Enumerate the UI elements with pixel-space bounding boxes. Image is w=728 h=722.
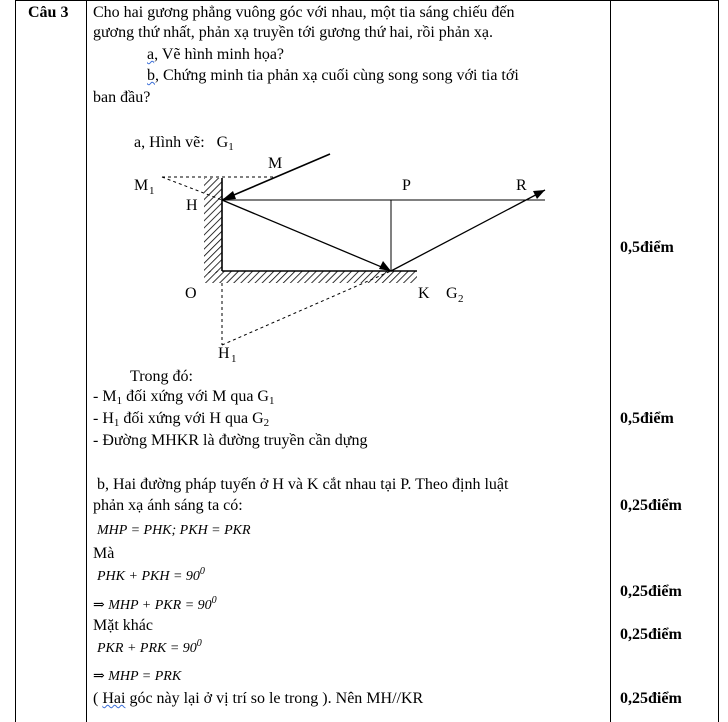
proof-equation-3-sup: 0 bbox=[211, 595, 217, 606]
score-1: 0,5điểm bbox=[620, 239, 674, 256]
ray-incident-arrow bbox=[222, 191, 236, 200]
ray-hk-arrow bbox=[379, 261, 391, 271]
mirror-g1-sub: 1 bbox=[228, 141, 234, 153]
legend-item-2-b: đối xứng với H qua G bbox=[119, 410, 264, 427]
proof-conclusion bbox=[93, 690, 423, 708]
score-4: 0,25điểm bbox=[620, 583, 682, 600]
ray-reflected-arrow bbox=[533, 190, 545, 199]
legend-item-1 bbox=[93, 388, 274, 406]
proof-equation-3 bbox=[93, 597, 217, 615]
point-r-label: R bbox=[516, 177, 527, 194]
legend-item-1-a: - M bbox=[93, 388, 117, 405]
part-b-letter: b bbox=[147, 67, 155, 84]
problem-line-1: Cho hai gương phẳng vuông góc với nhau, một tia sáng chiếu đến bbox=[93, 4, 515, 21]
mirror-g1 bbox=[204, 178, 222, 273]
legend-item-1-b: đối xứng với M qua G bbox=[122, 388, 269, 405]
point-m1-sub: 1 bbox=[149, 185, 155, 197]
proof-equation-2 bbox=[97, 568, 205, 586]
question-label: Câu 3 bbox=[28, 4, 69, 21]
part-b-text: , Chứng minh tia phản xạ cuối cùng song song với tia tới bbox=[155, 67, 519, 84]
mirror-g2-sub: 2 bbox=[458, 293, 464, 305]
legend-title: Trong đó: bbox=[130, 368, 193, 385]
score-2: 0,5điểm bbox=[620, 410, 674, 427]
proof-equation-4-text: PKR + PRK = 90 bbox=[97, 641, 197, 656]
legend-item-2-a: - H bbox=[93, 410, 114, 427]
score-5: 0,25điểm bbox=[620, 626, 682, 643]
part-a-letter: a bbox=[147, 46, 155, 63]
point-m1-label: M bbox=[134, 177, 149, 194]
proof-line-1: b, Hai đường pháp tuyến ở H và K cắt nhau tại P. Theo định luật bbox=[97, 476, 509, 493]
proof-equation-2-text: PHK + PKH = 90 bbox=[97, 569, 200, 584]
problem-part-b-line-2: ban đầu? bbox=[93, 89, 151, 106]
point-h1-sub: 1 bbox=[231, 353, 237, 365]
proof-conclusion-b: góc này lại ở vị trí so le trong ). Nên MH//KR bbox=[125, 690, 424, 707]
legend-item-3: - Đường MHKR là đường truyền cần dựng bbox=[93, 432, 368, 449]
proof-equation-3-text: ⇒ MHP + PKR = 90 bbox=[93, 598, 212, 613]
proof-ma: Mà bbox=[93, 545, 115, 562]
legend-item-1-sub2: 1 bbox=[268, 395, 275, 407]
proof-equation-1: MHP = PHK; PKH = PKR bbox=[97, 523, 251, 538]
point-m-label: M bbox=[268, 155, 283, 172]
proof-equation-5: ⇒ MHP = PRK bbox=[93, 669, 182, 684]
legend-item-2 bbox=[93, 410, 269, 428]
mirror-g2 bbox=[204, 271, 417, 283]
proof-equation-2-sup: 0 bbox=[199, 566, 205, 577]
proof-line-2: phản xạ ánh sáng ta có: bbox=[93, 497, 243, 514]
ray-reflected-kr bbox=[391, 190, 545, 271]
problem-line-2: gương thứ nhất, phản xạ truyền tới gương thứ hai, rồi phản xạ. bbox=[93, 24, 493, 41]
proof-conclusion-a: ( bbox=[93, 690, 103, 707]
figure-caption-text: a, Hình vẽ: bbox=[134, 134, 205, 151]
point-o-label: O bbox=[185, 285, 197, 302]
legend-item-2-sub2: 2 bbox=[263, 417, 270, 429]
mirror-g1-label: G bbox=[216, 134, 229, 151]
ray-hk bbox=[222, 200, 391, 271]
legend-item-2-sub: 1 bbox=[113, 417, 120, 429]
mirror-g2-label: G bbox=[446, 285, 458, 302]
proof-conclusion-squiggle: Hai bbox=[102, 690, 126, 707]
legend-item-1-sub: 1 bbox=[116, 395, 123, 407]
point-k-label: K bbox=[418, 285, 430, 302]
part-a-text: , Vẽ hình minh họa? bbox=[154, 46, 285, 63]
proof-equation-4-sup: 0 bbox=[196, 638, 202, 649]
score-3: 0,25điểm bbox=[620, 497, 682, 514]
score-6: 0,25điểm bbox=[620, 690, 682, 707]
point-h-label: H bbox=[186, 197, 198, 214]
proof-mat-khac: Mặt khác bbox=[93, 617, 153, 634]
point-h1-label: H bbox=[218, 345, 230, 362]
point-p-label: P bbox=[402, 177, 411, 194]
proof-equation-4 bbox=[97, 640, 202, 658]
